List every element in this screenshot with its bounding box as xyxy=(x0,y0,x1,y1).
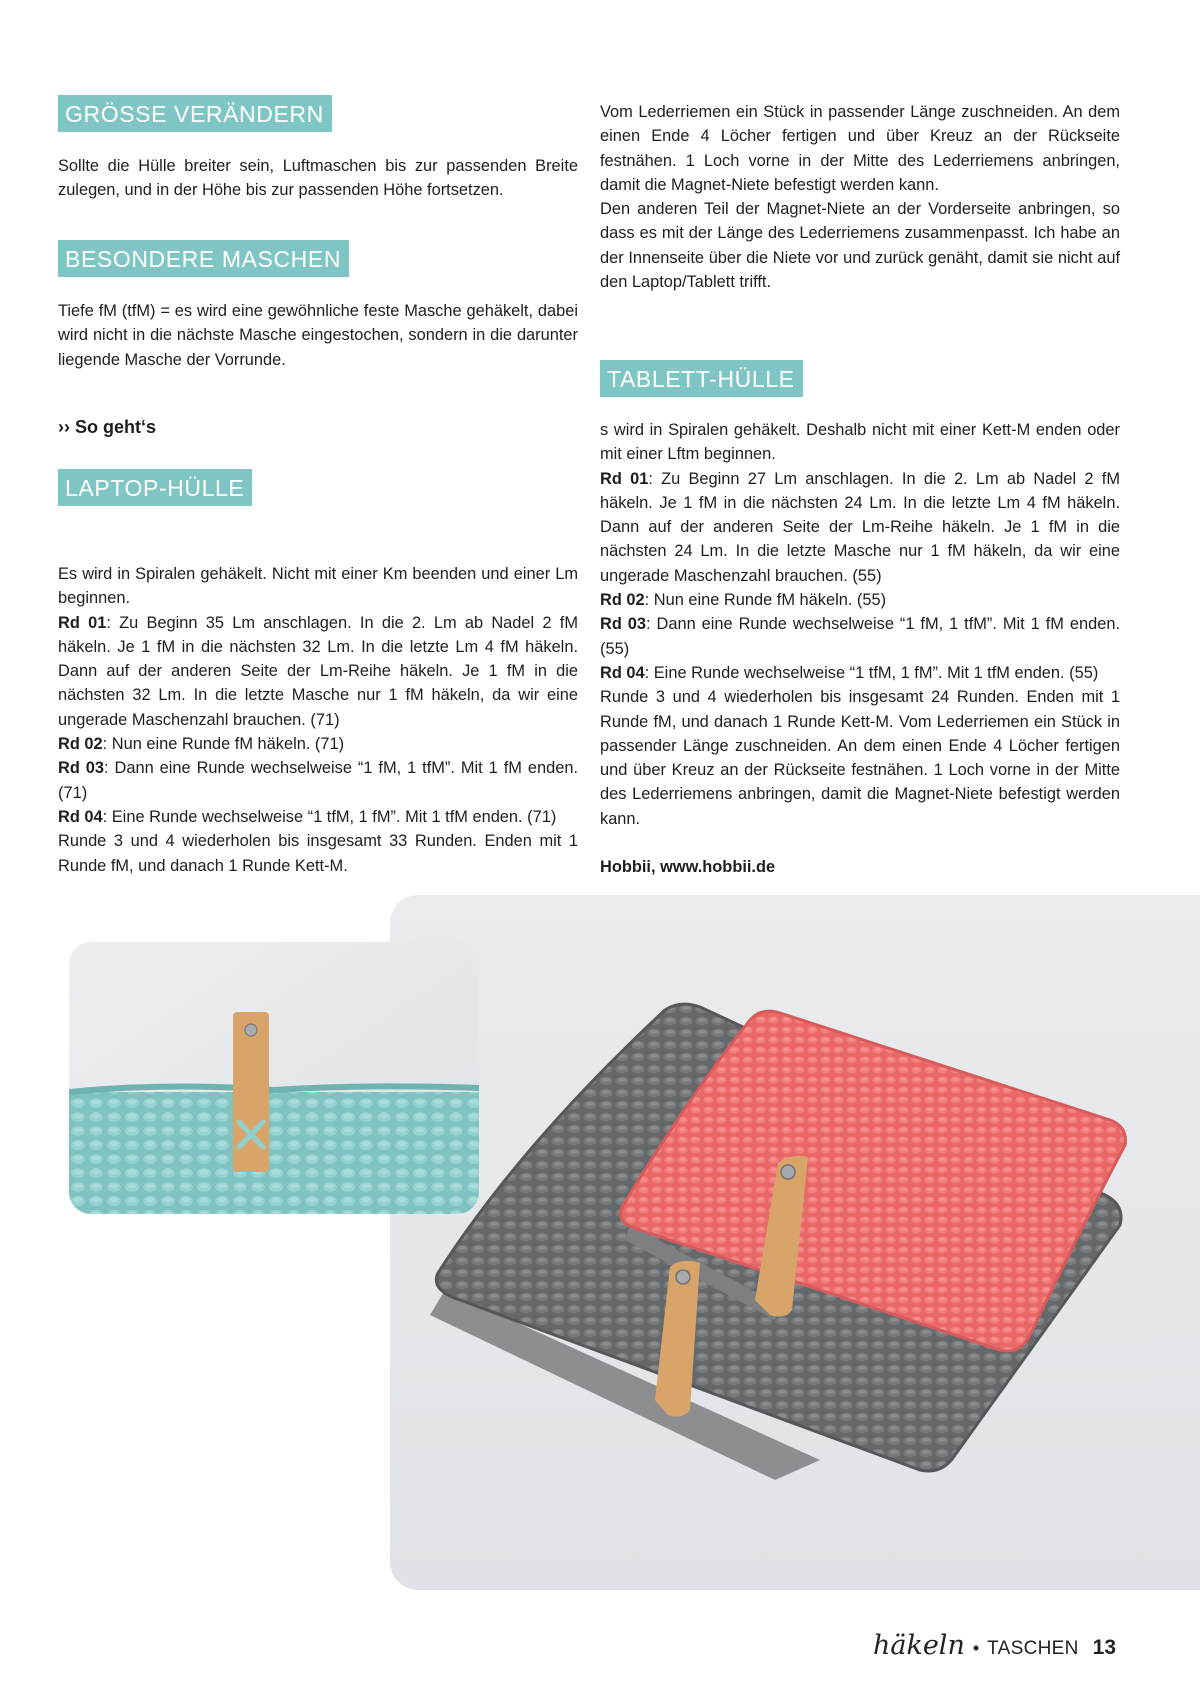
magnet-rivet-tablet xyxy=(781,1165,795,1179)
laptop-rd01-text: : Zu Beginn 35 Lm anschlagen. In die 2. Lm ab Nadel 2 fM häkeln. Je 1 fM in die nächsten 32 Lm. In die letzte Lm 4 fM häkeln. Dann auf der anderen Seite der Lm-Reihe häkeln. Je 1 fM in die nächsten 32 Lm. In die letzte Masche nur 1 fM häkeln, da wir eine ungerade Maschenzahl brauchen. (71) xyxy=(58,613,578,729)
laptop-rd03-label: Rd 03 xyxy=(58,759,105,778)
magnet-rivet-laptop xyxy=(676,1270,690,1284)
tablet-rd02-text: : Nun eine Runde fM häkeln. (55) xyxy=(644,591,887,610)
tablet-rd01 xyxy=(600,467,1120,588)
credit xyxy=(600,855,1120,879)
tablet-rd03 xyxy=(600,612,1120,661)
laptop-rd02-label: Rd 02 xyxy=(58,735,103,754)
tablet-intro: s wird in Spiralen gehäkelt. Deshalb nicht mit einer Kett-M enden oder mit einer Lftm beginnen. xyxy=(600,421,1120,464)
tablet-rd04-label: Rd 04 xyxy=(600,663,645,682)
laptop-rd04-label: Rd 04 xyxy=(58,807,103,826)
credit-text: Hobbii, www.hobbii.de xyxy=(600,858,776,877)
mint-sleeve-closeup xyxy=(69,942,479,1214)
tablet-rd04-text: : Eine Runde wechselweise “1 tfM, 1 fM”. Mit 1 tfM enden. (55) xyxy=(644,663,1099,682)
tablet-rd01-text: : Zu Beginn 27 Lm anschlagen. In die 2. Lm ab Nadel 2 fM häkeln. Je 1 fM in die nächsten 24 Lm. In die letzte Lm 4 fM häkeln. Dann auf der anderen Seite der Lm-Reihe häkeln. Je 1 fM in die nächsten 24 Lm. In die letzte Masche nur 1 fM häkeln, da wir eine ungerade Maschenzahl brauchen. (55) xyxy=(600,469,1120,585)
tablet-instructions xyxy=(600,418,1120,879)
inset-photo xyxy=(69,942,479,1214)
tablet-rd02-label: Rd 02 xyxy=(600,591,645,610)
footer-section: TASCHEN xyxy=(987,1638,1079,1659)
heading-tablett-huelle: TABLETT-HÜLLE xyxy=(600,360,803,397)
heading-laptop-huelle: LAPTOP-HÜLLE xyxy=(58,469,252,506)
laptop-rd03 xyxy=(58,756,578,805)
magnet-rivet-inset xyxy=(245,1024,257,1036)
laptop-intro: Es wird in Spiralen gehäkelt. Nicht mit einer Km beenden und einer Lm beginnen. xyxy=(58,565,578,608)
tablet-rd03-text: : Dann eine Runde wechselweise “1 fM, 1 tfM”. Mit 1 fM enden. (55) xyxy=(600,615,1120,658)
laptop-instructions xyxy=(58,562,578,878)
tablet-rd02 xyxy=(600,588,1120,612)
laptop-rd01 xyxy=(58,611,578,732)
laptop-rd04 xyxy=(58,805,578,829)
page-number: 13 xyxy=(1092,1636,1116,1659)
main-photo xyxy=(390,895,1200,1590)
left-column-section2 xyxy=(58,240,578,372)
heading-groesse-veraendern: GRÖSSE VERÄNDERN xyxy=(58,95,332,132)
left-column-section3 xyxy=(58,415,578,506)
laptop-rd02-text: : Nun eine Runde fM häkeln. (71) xyxy=(102,735,345,754)
sleeves-illustration xyxy=(390,895,1200,1590)
right-paragraph-1: Vom Lederriemen ein Stück in passender Länge zuschneiden. An dem einen Ende 4 Löcher fertigen und über Kreuz an der Rückseite festnähen. 1 Loch vorne in der Mitte des Lederriemens anbringen, damit die Magnet-Niete befestigt werden kann. xyxy=(600,103,1120,194)
tablet-rd04 xyxy=(600,661,1120,685)
mint-knit-sleeve xyxy=(69,1092,479,1214)
tablet-rd01-label: Rd 01 xyxy=(600,469,649,488)
right-column-tablet-heading xyxy=(600,360,1120,397)
magazine-brand: häkeln xyxy=(872,1630,965,1661)
right-paragraph-2: Den anderen Teil der Magnet-Niete an der Vorderseite anbringen, so dass es mit der Länge des Lederriemens zusammenpasst. Ich habe an der Innenseite über die Niete vor und zurück genäht, damit sie nicht auf den Laptop/Tablett trifft. xyxy=(600,200,1120,292)
footer-separator: • xyxy=(972,1638,980,1658)
paragraph-besondere-maschen: Tiefe fM (tfM) = es wird eine gewöhnliche feste Masche gehäkelt, dabei wird nicht in die nächste Masche eingestochen, sondern in die darunter liegende Masche der Vorrunde. xyxy=(58,302,578,369)
paragraph-groesse: Sollte die Hülle breiter sein, Luftmaschen bis zur passenden Breite zulegen, und in der Höhe bis zur passenden Höhe fortsetzen. xyxy=(58,157,578,200)
so-gehts-label: ›› So geht‘s xyxy=(58,417,156,437)
laptop-rd04-text: : Eine Runde wechselweise “1 tfM, 1 fM”. Mit 1 tfM enden. (71) xyxy=(102,807,557,826)
laptop-rd01-label: Rd 01 xyxy=(58,613,107,632)
page-footer xyxy=(873,1630,1116,1666)
laptop-outro: Runde 3 und 4 wiederholen bis insgesamt 33 Runden. Enden mit 1 Runde fM, und danach 1 Runde Kett-M. xyxy=(58,832,578,875)
heading-besondere-maschen: BESONDERE MASCHEN xyxy=(58,240,349,277)
laptop-rd03-text: : Dann eine Runde wechselweise “1 fM, 1 tfM”. Mit 1 fM enden. (71) xyxy=(58,759,578,802)
tablet-rd03-label: Rd 03 xyxy=(600,615,647,634)
right-column xyxy=(600,100,1120,294)
tablet-outro: Runde 3 und 4 wiederholen bis insgesamt 24 Runden. Enden mit 1 Runde fM, und danach 1 Runde Kett-M. Vom Lederriemen ein Stück in passender Länge zuschneiden. An dem einen Ende 4 Löcher fertigen und über Kreuz an der Rückseite festnähen. 1 Loch vorne in der Mitte des Lederriemens anbringen, damit die Magnet-Niete befestigt werden kann. xyxy=(600,688,1120,828)
laptop-rd02 xyxy=(58,732,578,756)
left-column xyxy=(58,95,578,203)
